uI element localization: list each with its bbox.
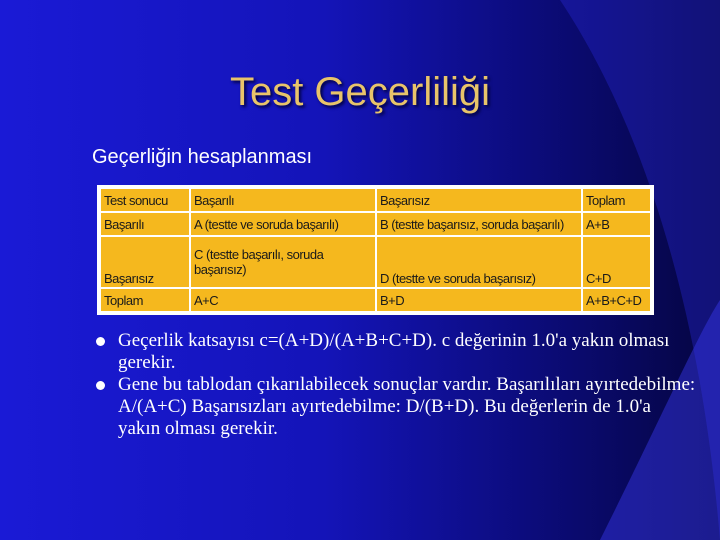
validity-table <box>97 185 654 315</box>
table-cell: Başarılı <box>100 212 190 236</box>
table-header-row <box>100 188 651 212</box>
bullet-list <box>96 330 696 440</box>
slide-subtitle: Geçerliğin hesaplanması <box>92 146 313 168</box>
slide-title: Test Geçerliliği <box>229 70 491 114</box>
table-cell: Toplam <box>100 288 190 312</box>
bullet-dot-icon <box>96 337 105 346</box>
bullet-text: Geçerlik katsayısı c=(A+D)/(A+B+C+D). c değerinin 1.0'a yakın olması gerekir. <box>118 330 670 373</box>
table-cell: A+B+C+D <box>582 288 651 312</box>
table-cell: Başarılı <box>190 188 376 212</box>
table-cell: Başarısız <box>376 188 582 212</box>
table-cell: A+C <box>190 288 376 312</box>
table-cell: Başarısız <box>100 236 190 288</box>
table-cell: A+B <box>582 212 651 236</box>
table-cell: B+D <box>376 288 582 312</box>
list-item <box>96 374 696 440</box>
table-cell: Toplam <box>582 188 651 212</box>
table-cell: Test sonucu <box>100 188 190 212</box>
table-cell: D (testte ve soruda başarısız) <box>376 236 582 288</box>
bullet-dot-icon <box>96 381 105 390</box>
table-row <box>100 212 651 236</box>
table-cell: A (testte ve soruda başarılı) <box>190 212 376 236</box>
table-cell: C (testte başarılı, soruda başarısız) <box>190 236 376 288</box>
list-item <box>96 330 696 374</box>
table-cell: B (testte başarısız, soruda başarılı) <box>376 212 582 236</box>
table-row <box>100 236 651 288</box>
table-row <box>100 288 651 312</box>
table-cell: C+D <box>582 236 651 288</box>
bullet-text: Gene bu tablodan çıkarılabilecek sonuçlar vardır. Başarılıları ayırtedebilme: A/(A+C) Başarısızları ayırtedebilme: D/(B+D). Bu değerlerin de 1.0'a yakın olması gerekir. <box>118 374 696 439</box>
